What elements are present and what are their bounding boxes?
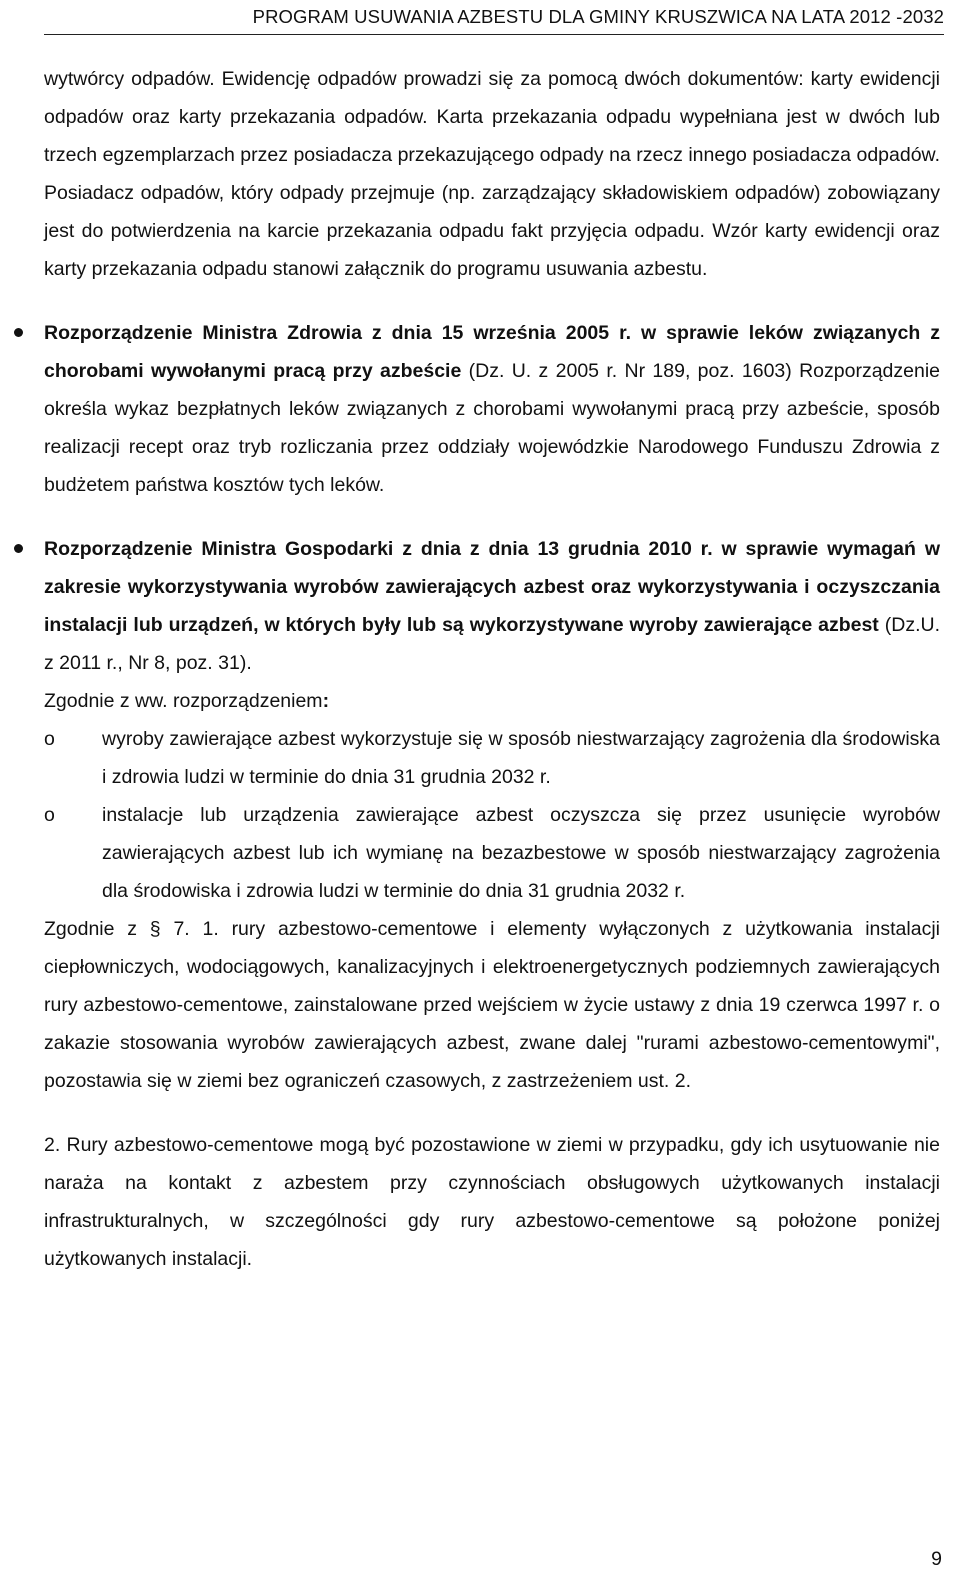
spacer — [44, 504, 940, 530]
bullet-icon — [14, 328, 23, 337]
bullet-text — [44, 314, 940, 504]
regulation-title: Rozporządzenie Ministra Zdrowia z dnia 15 września 2005 r. w sprawie leków związanych z chorobami wywołanymi pracą przy azbeście — [44, 322, 940, 382]
accordance-colon: : — [322, 690, 330, 712]
regulation-reference: (Dz.U. z 2011 r., Nr 8, poz. 31). — [44, 614, 940, 674]
accordance-line — [44, 682, 940, 720]
sub-list-text: wyroby zawierające azbest wykorzystuje się w sposób niestwarzający zagrożenia dla środowiska i zdrowia ludzi w terminie do dnia 31 grudnia 2032 r. — [102, 728, 940, 788]
sub-list-marker: o — [44, 804, 55, 826]
document-body — [44, 60, 940, 1278]
bullet-icon — [14, 544, 23, 553]
spacer — [44, 288, 940, 314]
page-number: 9 — [931, 1548, 942, 1570]
paragraph-section-7: Zgodnie z § 7. 1. rury azbestowo-cementowe i elementy wyłączonych z użytkowania instalacji ciepłowniczych, wodociągowych, kanalizacyjnych i elektroenergetycznych podziemnych zawierających rury azbestowo-cementowe, zainstalowane przed wejściem w życie ustawy z dnia 19 czerwca 1997 r. o zakazie stosowania wyrobów zawierających azbest, zwane dalej "rurami azbestowo-cementowymi", pozostawia się w ziemi bez ograniczeń czasowych, z zastrzeżeniem ust. 2. — [44, 918, 940, 1092]
paragraph-point-2: 2. Rury azbestowo-cementowe mogą być pozostawione w ziemi w przypadku, gdy ich usytuowanie nie naraża na kontakt z azbestem przy czynnościach obsługowych użytkowanych instalacji infrastrukturalnych, w szczególności gdy rury azbestowo-cementowe są położone poniżej użytkowanych instalacji. — [44, 1134, 940, 1270]
bullet-text — [44, 530, 940, 682]
page-header: PROGRAM USUWANIA AZBESTU DLA GMINY KRUSZWICA NA LATA 2012 -2032 — [252, 6, 944, 27]
bullet-item-economy-regulation — [44, 530, 940, 720]
header-rule — [44, 34, 944, 35]
sub-list-item — [44, 720, 940, 796]
spacer — [44, 1100, 940, 1126]
sub-list-item — [44, 796, 940, 910]
sub-list-marker: o — [44, 728, 55, 750]
paragraph-intro: wytwórcy odpadów. Ewidencję odpadów prowadzi się za pomocą dwóch dokumentów: karty ewidencji odpadów oraz karty przekazania odpadów. Karta przekazania odpadu wypełniana jest w dwóch lub trzech egzemplarzach przez posiadacza przekazującego odpady na rzecz innego posiadacza odpadów. Posiadacz odpadów, który odpady przejmuje (np. zarządzający składowiskiem odpadów) zobowiązany jest do potwierdzenia na karcie przekazania odpadu fakt przyjęcia odpadu. Wzór karty ewidencji oraz karty przekazania odpadu stanowi załącznik do programu usuwania azbestu. — [44, 68, 940, 280]
bullet-item-health-regulation — [44, 314, 940, 504]
regulation-title: Rozporządzenie Ministra Gospodarki z dnia z dnia 13 grudnia 2010 r. w sprawie wymagań w zakresie wykorzystywania wyrobów zawierających azbest oraz wykorzystywania i oczyszczania instalacji lub urządzeń, w których były lub są wykorzystywane wyroby zawierające azbest — [44, 538, 940, 636]
accordance-label: Zgodnie z ww. rozporządzeniem — [44, 690, 323, 712]
sub-list-text: instalacje lub urządzenia zawierające azbest oczyszcza się przez usunięcie wyrobów zawierających azbest lub ich wymianę na bezazbestowe w sposób niestwarzający zagrożenia dla środowiska i zdrowia ludzi w terminie do dnia 31 grudnia 2032 r. — [102, 804, 940, 902]
regulation-description: (Dz. U. z 2005 r. Nr 189, poz. 1603) Rozporządzenie określa wykaz bezpłatnych leków związanych z chorobami wywołanymi pracą przy azbeście, sposób realizacji recept oraz tryb rozliczania przez oddziały wojewódzkie Narodowego Funduszu Zdrowia z budżetem państwa kosztów tych leków. — [44, 360, 940, 496]
